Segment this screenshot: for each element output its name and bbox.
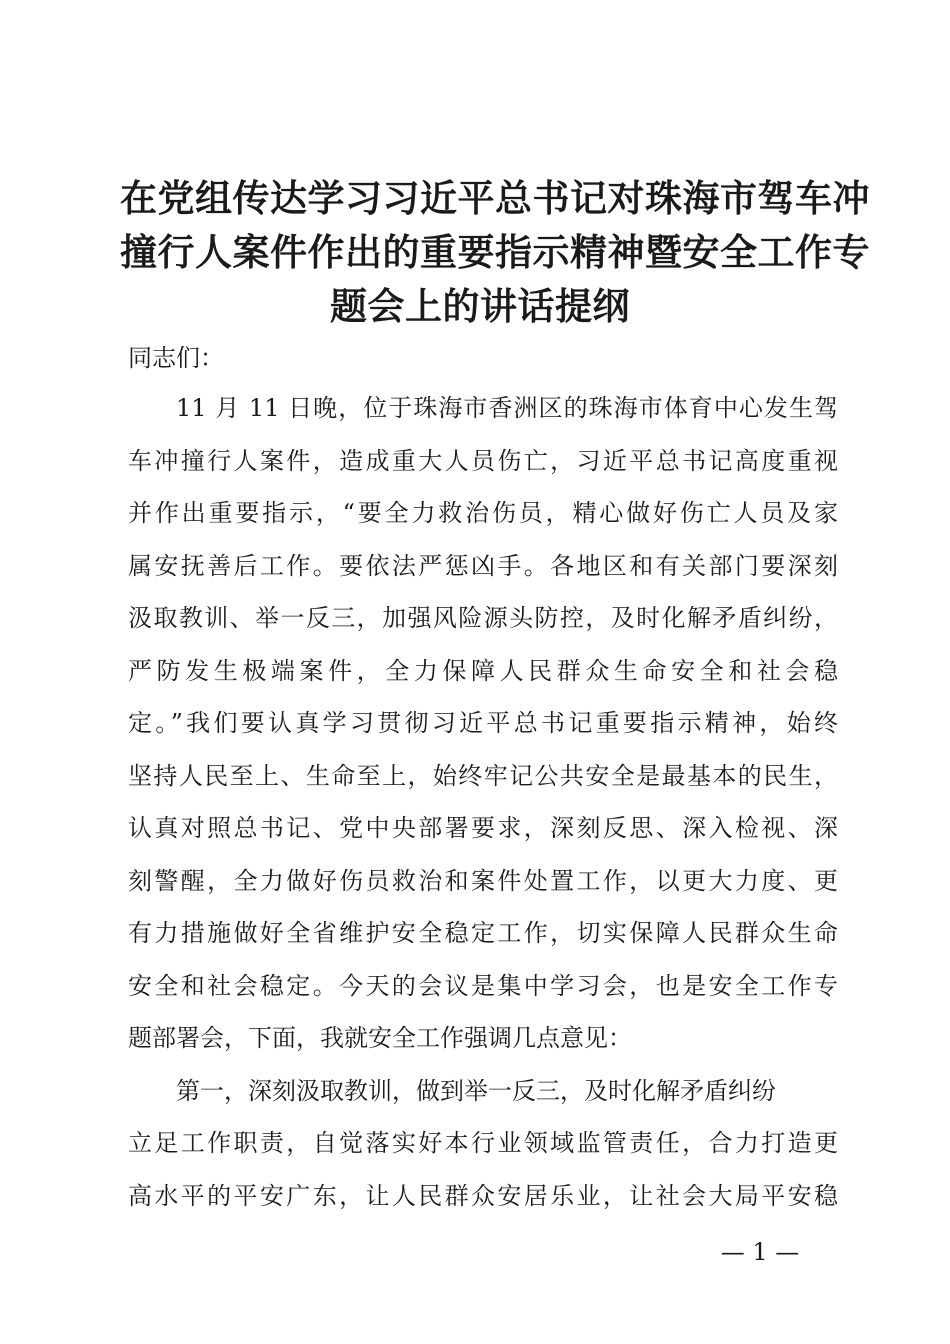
paragraph-1-line: 安全和社会稳定。今天的会议是集中学习会，也是安全工作专 (128, 971, 838, 1000)
paragraph-1-line: 有力措施做好全省维护安全稳定工作，切实保障人民群众生命 (128, 919, 838, 947)
document-title (120, 172, 870, 334)
title-line: 在党组传达学习习近平总书记对珠海市驾车冲 (120, 177, 870, 220)
paragraph-1-line: 汲取教训、举一反三，加强风险源头防控，及时化解矛盾纠纷， (128, 604, 838, 632)
paragraph-1-line: 定。”我们要认真学习贯彻习近平总书记重要指示精神，始终 (128, 709, 838, 737)
salutation: 同志们： (128, 344, 224, 372)
paragraph-2-line: 立足工作职责，自觉落实好本行业领域监管责任，合力打造更 (128, 1129, 838, 1157)
page-number: — 1 — (720, 1238, 800, 1266)
paragraph-1-line: 认真对照总书记、党中央部署要求，深刻反思、深入检视、深 (128, 814, 838, 842)
paragraph-1-line: 严防发生极端案件，全力保障人民群众生命安全和社会稳 (128, 656, 838, 685)
title-line: 题会上的讲话提纲 (330, 285, 630, 328)
paragraph-1-line: 坚持人民至上、生命至上，始终牢记公共安全是最基本的民生， (128, 761, 838, 790)
paragraph-1-line: 车冲撞行人案件，造成重大人员伤亡，习近平总书记高度重视 (128, 446, 838, 475)
paragraph-1-line: 题部署会，下面，我就安全工作强调几点意见： (128, 1024, 632, 1052)
body-text (128, 382, 838, 1222)
title-line: 撞行人案件作出的重要指示精神暨安全工作专 (120, 231, 870, 274)
paragraph-1-line: 11 月 11 日晚，位于珠海市香洲区的珠海市体育中心发生驾 (176, 394, 838, 422)
section-heading-1: 第一，深刻汲取教训，做到举一反三，及时化解矛盾纠纷 (176, 1076, 776, 1105)
paragraph-1-line: 属安抚善后工作。要依法严惩凶手。各地区和有关部门要深刻 (128, 551, 838, 580)
paragraph-1-line: 刻警醒，全力做好伤员救治和案件处置工作，以更大力度、更 (128, 866, 838, 895)
paragraph-2-line: 高水平的平安广东，让人民群众安居乐业，让社会大局平安稳 (128, 1181, 838, 1210)
paragraph-1-line: 并作出重要指示，“要全力救治伤员，精心做好伤亡人员及家 (128, 499, 838, 527)
